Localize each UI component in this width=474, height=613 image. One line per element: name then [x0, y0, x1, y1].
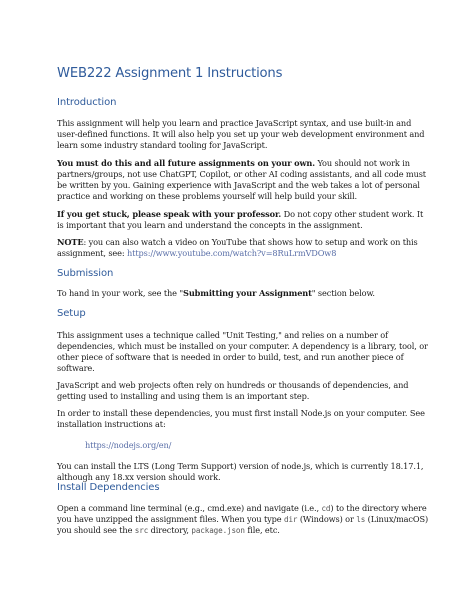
install-text-3: (Windows) or [297, 514, 357, 524]
install-text-1: Open a command line terminal (e.g., cmd.exe) and navigate (i.e., [57, 503, 322, 513]
code-src: src [134, 526, 149, 535]
heading-install-dependencies: Install Dependencies [57, 482, 160, 493]
setup-paragraph-3: In order to install these dependencies, you must first install Node.js on your computer. See installation instructions at: [57, 408, 425, 429]
heading-submission: Submission [57, 268, 114, 279]
code-dir: dir [284, 515, 298, 524]
submission-text-pre: To hand in your work, see the " [57, 288, 184, 298]
intro-p3-bold: If you get stuck, please speak with your professor. [57, 209, 282, 219]
intro-paragraph-2 [57, 158, 430, 202]
intro-paragraph-3 [57, 209, 430, 231]
submission-bold: Submitting your Assignment [183, 288, 312, 298]
install-text-6: file, etc. [244, 525, 280, 535]
intro-p2-bold: You must do this and all future assignments on your own. [57, 158, 315, 168]
code-package-json: package.json [191, 526, 245, 535]
heading-setup: Setup [57, 308, 86, 319]
install-text-2: ) to the directory where you have unzipped the assignment files. When you type [57, 503, 427, 524]
code-cd: cd [321, 504, 331, 513]
intro-note [57, 237, 430, 259]
install-text-5: directory, [148, 525, 192, 535]
install-paragraph [57, 503, 430, 536]
code-ls: ls [356, 515, 366, 524]
note-text: : you can also watch a video on YouTube that shows how to setup and work on this assignment, see: [57, 237, 418, 258]
setup-paragraph-1: This assignment uses a technique called "Unit Testing," and relies on a number of dependencies, which must be installed on your computer. A dependency is a library, tool, or other piece of software that is needed in order to build, test, and run another piece of software. [57, 330, 428, 373]
setup-paragraph-2: JavaScript and web projects often rely on hundreds or thousands of dependencies, and getting used to installing and using them is an important step. [57, 380, 409, 401]
nodejs-link[interactable]: https://nodejs.org/en/ [85, 440, 172, 450]
submission-text-post: " section below. [311, 288, 375, 298]
intro-paragraph-1: This assignment will help you learn and practice JavaScript syntax, and use built-in and user-defined functions. It will also help you set up your web development environment and learn some industry standard tooling for JavaScript. [57, 118, 425, 150]
note-label: NOTE [57, 237, 84, 247]
install-text-4: (Linux/macOS) you should see the [57, 514, 429, 535]
setup-paragraph-4: You can install the LTS (Long Term Support) version of node.js, which is currently 18.17.1, although any 18.xx version should work. [57, 461, 424, 482]
intro-p2-rest: You should not work in partners/groups, not use ChatGPT, Copilot, or other AI coding assistants, and all code must be written by you. Gaining experience with JavaScript and the web takes a lot of personal practice and working on these problems yourself will help build your skill. [57, 158, 426, 201]
submission-paragraph [57, 288, 430, 299]
heading-introduction: Introduction [57, 97, 117, 108]
intro-p3-rest: Do not copy other student work. It is important that you learn and understand the concepts in the assignment. [57, 209, 424, 230]
youtube-link[interactable]: https://www.youtube.com/watch?v=8RuLrmVDOw8 [127, 248, 337, 258]
page-title: WEB222 Assignment 1 Instructions [57, 66, 283, 81]
